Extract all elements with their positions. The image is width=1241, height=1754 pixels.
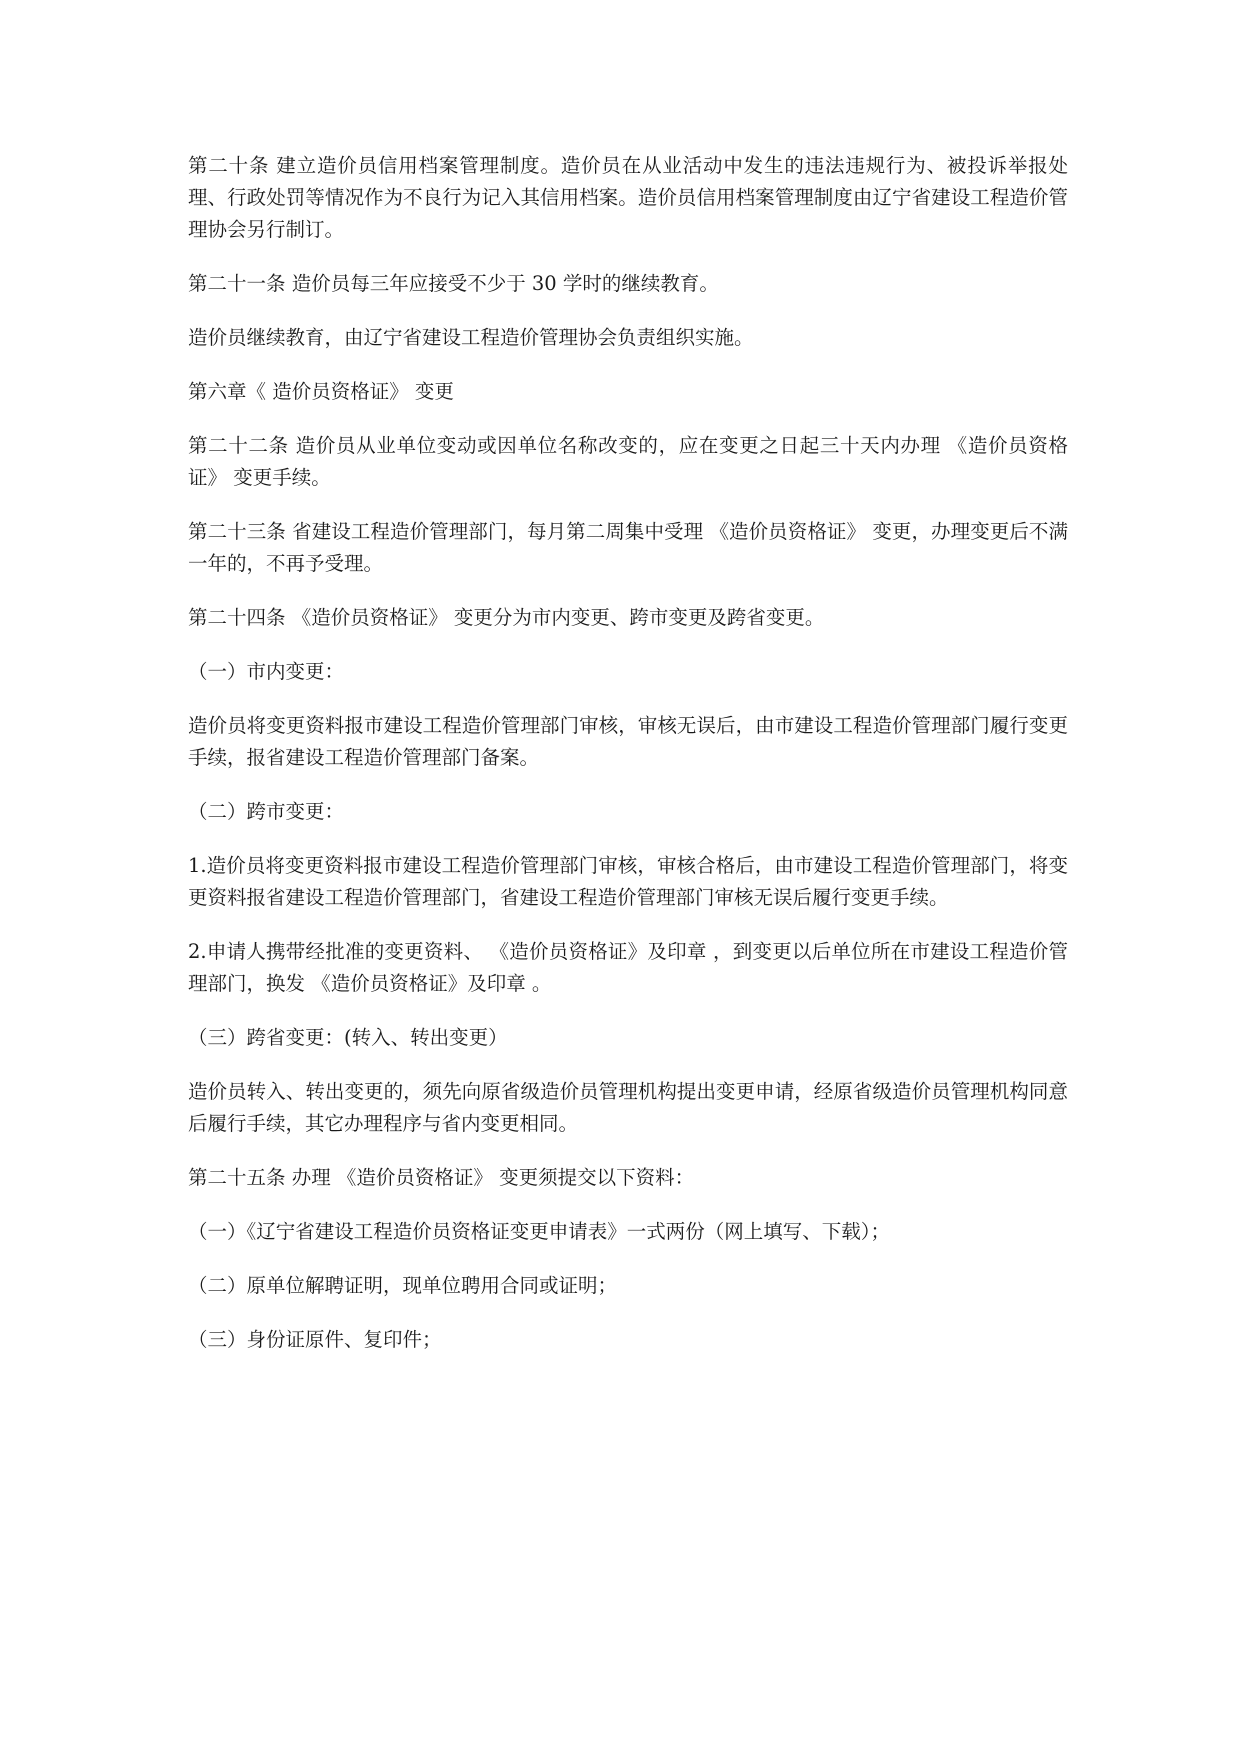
article-25: 第二十五条 办理 《造价员资格证》 变更须提交以下资料： bbox=[188, 1166, 695, 1189]
section-city-change-heading: （一）市内变更： bbox=[188, 660, 345, 683]
article-23: 第二十三条 省建设工程造价管理部门，每月第二周集中受理 《造价员资格证》 变更，办理变更后不满一年的，不再予受理。 bbox=[188, 520, 1068, 575]
section-cross-city-heading: （二）跨市变更： bbox=[188, 800, 345, 823]
cross-city-item-2: 2.申请人携带经批准的变更资料、 《造价员资格证》及印章 ，到变更以后单位所在市建设工程造价管理部门，换发 《造价员资格证》及印章 。 bbox=[188, 940, 1068, 995]
city-change-paragraph: 造价员将变更资料报市建设工程造价管理部门审核，审核无误后，由市建设工程造价管理部门履行变更手续，报省建设工程造价管理部门备案。 bbox=[188, 714, 1068, 769]
document-page bbox=[188, 150, 1068, 1378]
chapter-6-heading: 第六章《 造价员资格证》 变更 bbox=[188, 380, 454, 403]
cross-city-item-1: 1.造价员将变更资料报市建设工程造价管理部门审核，审核合格后，由市建设工程造价管理部门，将变更资料报省建设工程造价管理部门，省建设工程造价管理部门审核无误后履行变更手续。 bbox=[188, 854, 1068, 909]
required-material-1: （一）《辽宁省建设工程造价员资格证变更申请表》一式两份（网上填写、下载）； bbox=[188, 1220, 891, 1243]
required-material-2: （二）原单位解聘证明，现单位聘用合同或证明； bbox=[188, 1274, 618, 1297]
continuing-education-paragraph: 造价员继续教育，由辽宁省建设工程造价管理协会负责组织实施。 bbox=[188, 326, 754, 349]
article-24: 第二十四条 《造价员资格证》 变更分为市内变更、跨市变更及跨省变更。 bbox=[188, 606, 825, 629]
article-20: 第二十条 建立造价员信用档案管理制度。造价员在从业活动中发生的违法违规行为、被投诉举报处理、行政处罚等情况作为不良行为记入其信用档案。造价员信用档案管理制度由辽宁省建设工程造价管理协会另行制订。 bbox=[188, 154, 1068, 241]
article-22: 第二十二条 造价员从业单位变动或因单位名称改变的，应在变更之日起三十天内办理 《造价员资格证》 变更手续。 bbox=[188, 434, 1068, 489]
required-material-3: （三）身份证原件、复印件； bbox=[188, 1328, 442, 1351]
section-cross-province-heading: （三）跨省变更：(转入、转出变更） bbox=[188, 1026, 508, 1049]
article-21: 第二十一条 造价员每三年应接受不少于 30 学时的继续教育。 bbox=[188, 272, 719, 295]
cross-province-paragraph: 造价员转入、转出变更的，须先向原省级造价员管理机构提出变更申请，经原省级造价员管理机构同意后履行手续，其它办理程序与省内变更相同。 bbox=[188, 1080, 1068, 1135]
